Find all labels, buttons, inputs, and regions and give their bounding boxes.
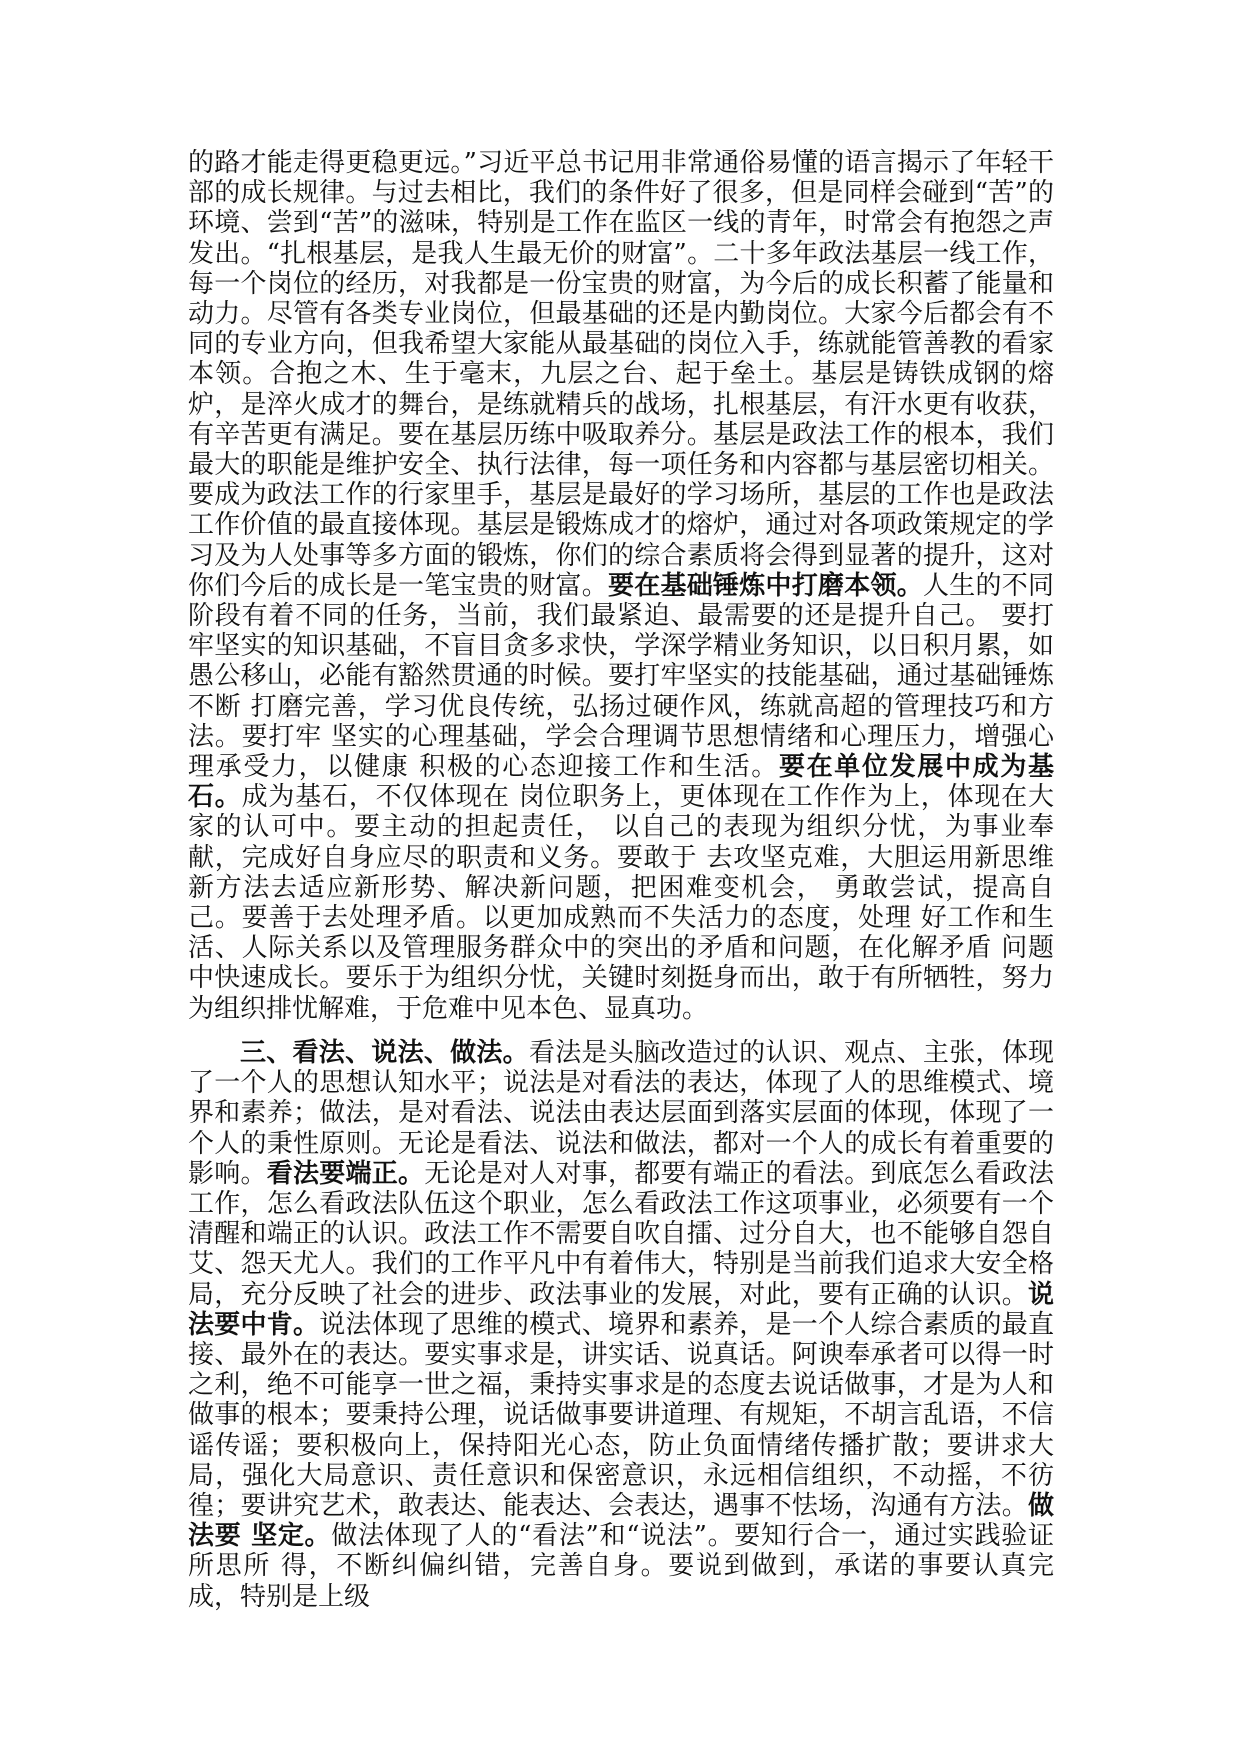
body-paragraph-1 (188, 148, 1054, 1024)
section-heading-3: 三、看法、说法、做法。 (240, 1037, 529, 1068)
bold-point-action: 做法要 坚定。 (188, 1490, 1054, 1552)
paragraph-2-text-3: 说法体现了思维的模式、境界和素养，是一个人综合素质的最直接、最外在的表达。要实事求是，讲实话、说真话。阿谀奉承者可以得一时之利，绝不可能享一世之福，秉持实事求是的态度去说话做事，才是为人和做事的根本；要秉持公理，说话做事要讲道理、有规矩，不胡言乱语，不信谣传谣；要积极向上，保持阳光心态，防止负面情绪传播扩散；要讲求大局，强化大局意识、责任意识和保密意识，永远相信组织，不动摇，不彷 徨；要讲究艺术，敢表达、能表达、会表达，遇事不怯场，沟通有方法。 (188, 1309, 1054, 1521)
body-paragraph-2 (188, 1038, 1054, 1612)
paragraph-1-text-2: 人生的不同阶段有着不同的任务，当前，我们最紧迫、最需要的还是提升自己。 要打牢坚实的知识基础，不盲目贪多求快，学深学精业务知识，以日积月累，如 愚公移山，必能有豁然贯通的时候。要打牢坚实的技能基础，通过基础锤炼不断 打磨完善，学习优良传统，弘扬过硬作风，练就高超的管理技巧和方法。要打牢 坚实的心理基础，学会合理调节思想情绪和心理压力，增强心理承受力，以健康 积极的心态迎接工作和生活。 (188, 570, 1054, 783)
paragraph-2-text-2: 无论是对人对事，都要有端正的看法。到底怎么看政法工作，怎么看政法队伍这个职业，怎么看政法工作这项事业，必须要有一个清醒和端正的认识。政法工作不需要自吹自擂、过分自大，也不能够自怨自艾、怨天尤人。我们的工作平凡中有着伟大，特别是当前我们追求大安全格局，充分反映了社会的进步、政法事业的发展，对此，要有正确的认识。 (188, 1158, 1054, 1310)
paragraph-1-text-3: 成为基石，不仅体现在 岗位职务上，更体现在工作作为上，体现在大家的认可中。要主动的担起责任， 以自己的表现为组织分忧，为事业奉献，完成好自身应尽的职责和义务。要敢于 去攻坚克难，大胆运用新思维新方法去适应新形势、解决新问题，把困难变机会， 勇敢尝试，提高自己。要善于去处理矛盾。以更加成熟而不失活力的态度，处理 好工作和生活、人际关系以及管理服务群众中的突出的矛盾和问题，在化解矛盾 问题中快速成长。要乐于为组织分忧，关键时刻挺身而出，敢于有所牺牲，努力 为组织排忧解难，于危难中见本色、显真功。 (188, 782, 1054, 1024)
document-page (188, 148, 1054, 1612)
paragraph-2-text-1: 看法是头脑改造过的认识、观点、主张，体现了一个人的思想认知水平；说法是对看法的表达，体现了人的思维模式、境界和素养；做法，是对看法、说法由表达层面到落实层面的体现，体现了一个人的秉性原则。无论是看法、说法和做法，都对一个人的成长有着重要的影响。 (188, 1037, 1054, 1189)
bold-point-speech: 说法要中肯。 (188, 1279, 1054, 1340)
bold-point-views: 看法要端正。 (266, 1158, 425, 1189)
bold-point-cornerstone: 要在单位发展中成为基石。 (188, 752, 1054, 813)
bold-point-basic-training: 要在基础锤炼中打磨本领。 (607, 570, 923, 601)
paragraph-1-text-1: 的路才能走得更稳更远。”习近平总书记用非常通俗易懂的语言揭示了年轻干部的成长规律。与过去相比，我们的条件好了很多，但是同样会碰到“苦”的环境、尝到“苦”的滋味，特别是工作在监区一线的青年，时常会有抱怨之声发出。“扎根基层，是我人生最无价的财富”。二十多年政法基层一线工作，每一个岗位的经历，对我都是一份宝贵的财富，为今后的成长积蓄了能量和动力。尽管有各类专业岗位，但最基础的还是内勤岗位。大家今后都会有不同的专业方向，但我希望大家能从最基础的岗位入手，练就能管善教的看家本领。合抱之木、生于毫末，九层之台、起于垒土。基层是铸铁成钢的熔炉，是淬火成才的舞台，是练就精兵的战场，扎根基层，有汗水更有收获，有辛苦更有满足。要在基层历练中吸取养分。基层是政法工作的根本，我们最大的职能是维护安全、执行法律，每一项任务和内容都与基层密切相关。要成为政法工作的行家里手，基层是最好的学习场所，基层的工作也是政法工作价值的最直接体现。基层是锻炼成才的熔炉，通过对各项政策规定的学习及为人处事等多方面的锻炼，你们的综合素质将会得到显著的提升，这对你们今后的成长是一笔宝贵的财富。 (188, 148, 1054, 601)
paragraph-2-text-4: 做法体现了人的“看法”和“说法”。要知行合一，通过实践验证所思所 得，不断纠偏纠错，完善自身。要说到做到，承诺的事要认真完成，特别是上级 (188, 1521, 1054, 1612)
